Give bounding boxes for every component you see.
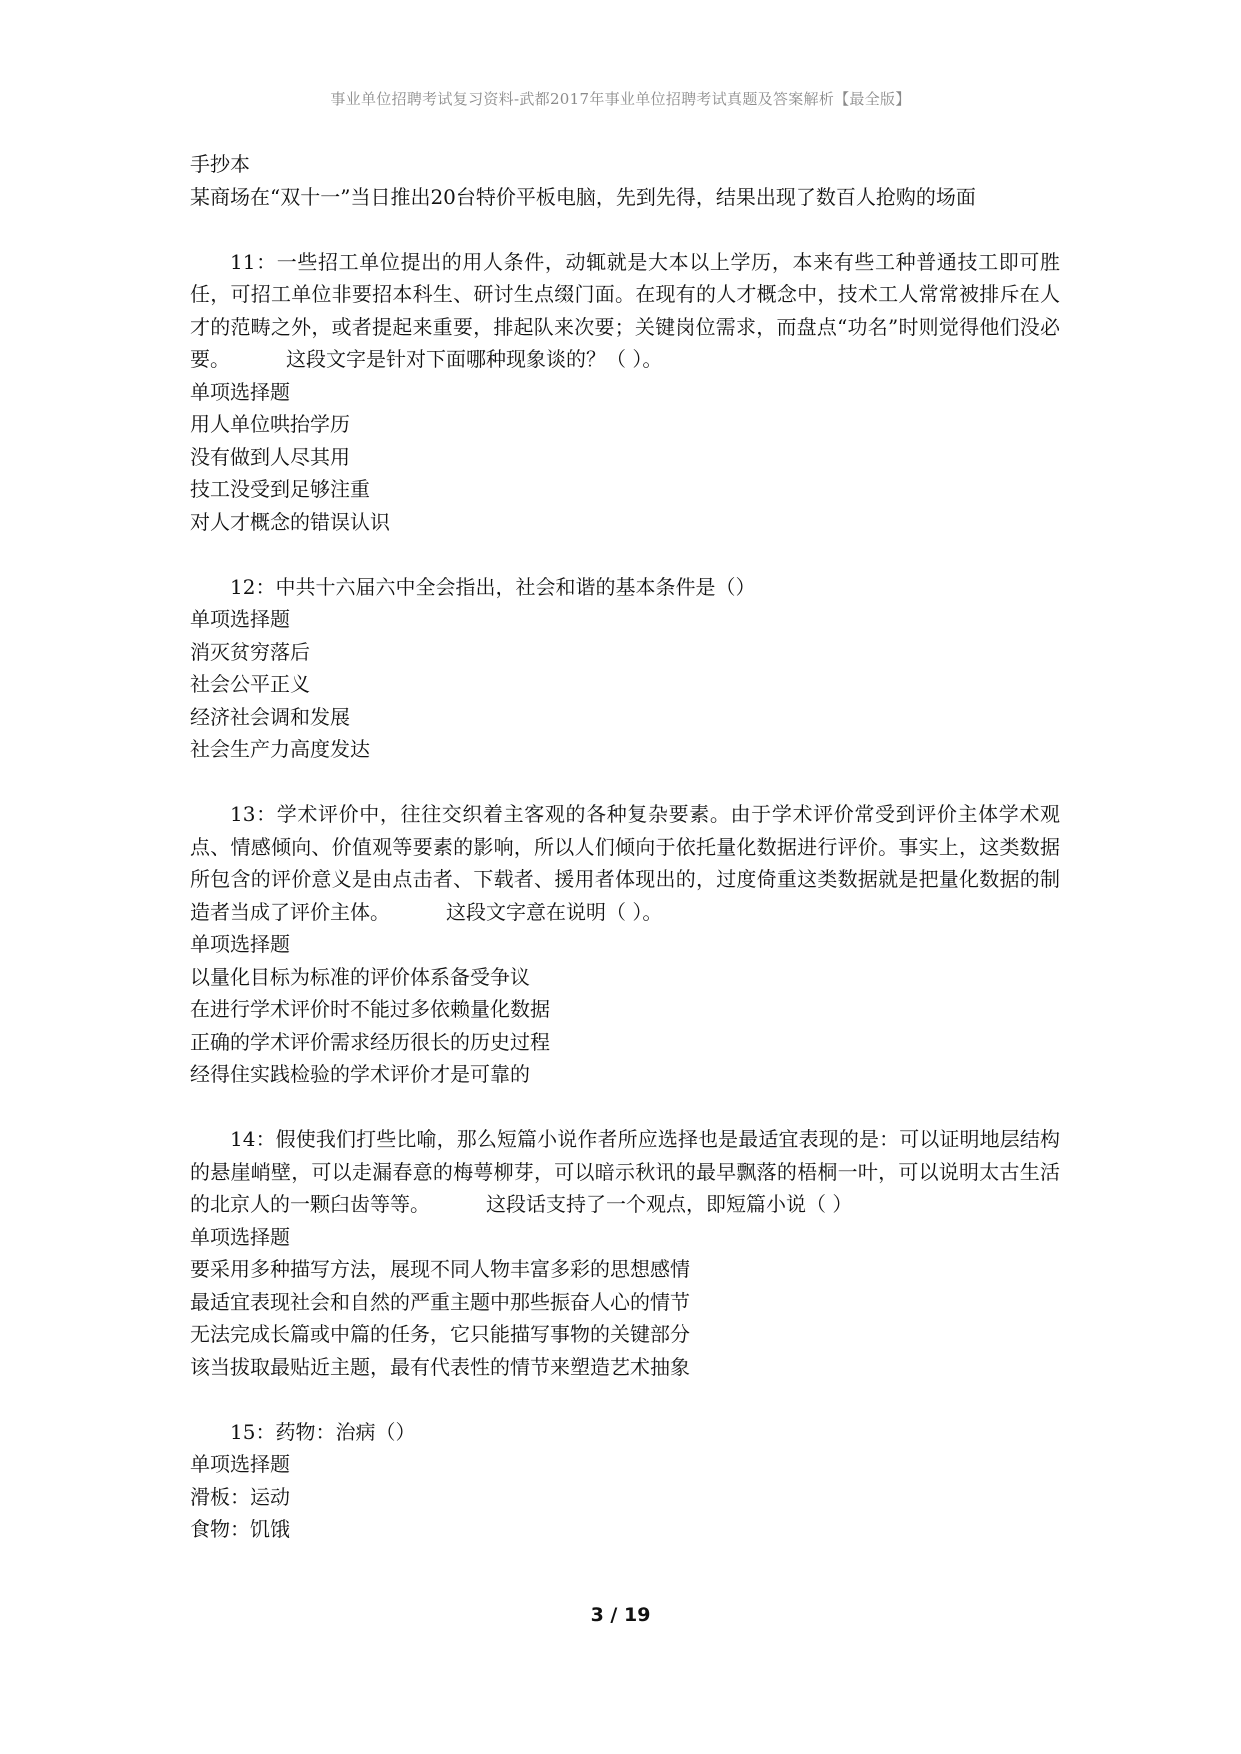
question-14 bbox=[190, 1123, 1060, 1383]
option-d[interactable]: 经得住实践检验的学术评价才是可靠的 bbox=[190, 1062, 530, 1086]
option-a[interactable]: 以量化目标为标准的评价体系备受争议 bbox=[190, 964, 530, 989]
option-a[interactable]: 用人单位哄抬学历 bbox=[190, 412, 350, 436]
carryover-text: 某商场在“双十一”当日推出20台特价平板电脑，先到先得，结果出现了数百人抢购的场面 bbox=[190, 184, 976, 209]
option-b[interactable]: 社会公平正义 bbox=[190, 672, 310, 696]
question-11 bbox=[190, 246, 1060, 539]
question-stem-text: 13：学术评价中，往往交织着主客观的各种复杂要素。由于学术评价常受到评价主体学术观点、情感倾向、价值观等要素的影响，所以人们倾向于依托量化数据进行评价。事实上，这类数据所包含的评价意义是由点击者、下载者、援用者体现出的，过度倚重这类数据就是把量化数据的制造者当成了评价主体。 bbox=[190, 802, 1060, 924]
option-c[interactable]: 经济社会调和发展 bbox=[190, 704, 350, 729]
question-stem: 15：药物：治病（） bbox=[230, 1419, 416, 1444]
option-a[interactable]: 滑板：运动 bbox=[190, 1484, 290, 1509]
option-d[interactable]: 该当拔取最贴近主题，最有代表性的情节来塑造艺术抽象 bbox=[190, 1354, 690, 1379]
option-d[interactable]: 社会生产力高度发达 bbox=[190, 737, 370, 761]
carryover-option: 手抄本 bbox=[190, 152, 250, 176]
question-type: 单项选择题 bbox=[190, 1224, 290, 1249]
question-12 bbox=[190, 571, 1060, 766]
option-c[interactable]: 正确的学术评价需求经历很长的历史过程 bbox=[190, 1029, 550, 1054]
question-prompt: 这段文字是针对下面哪种现象谈的？（ ）。 bbox=[286, 347, 663, 371]
question-stem: 12：中共十六届六中全会指出，社会和谐的基本条件是（） bbox=[230, 574, 756, 599]
question-stem-text: 11：一些招工单位提出的用人条件，动辄就是大本以上学历，本来有些工种普通技工即可胜任，可招工单位非要招本科生、研讨生点缀门面。在现有的人才概念中，技术工人常常被排斥在人才的范畴之外，或者提起来重要，排起队来次要；关键岗位需求，而盘点“功名”时则觉得他们没必要。 bbox=[190, 249, 1060, 371]
question-prompt: 这段文字意在说明（ ）。 bbox=[446, 899, 663, 924]
option-a[interactable]: 消灭贫穷落后 bbox=[190, 639, 310, 664]
question-15 bbox=[190, 1416, 1060, 1546]
running-header: 事业单位招聘考试复习资料-武都2017年事业单位招聘考试真题及答案解析【最全版】 bbox=[330, 90, 911, 108]
option-d[interactable]: 对人才概念的错误认识 bbox=[190, 509, 390, 534]
question-type: 单项选择题 bbox=[190, 379, 290, 404]
option-b[interactable]: 没有做到人尽其用 bbox=[190, 444, 350, 469]
document-body bbox=[190, 148, 1060, 1546]
option-b[interactable]: 在进行学术评价时不能过多依赖量化数据 bbox=[190, 997, 550, 1021]
question-prompt: 这段话支持了一个观点，即短篇小说（ ） bbox=[486, 1192, 853, 1216]
question-type: 单项选择题 bbox=[190, 607, 290, 631]
question-type: 单项选择题 bbox=[190, 932, 290, 956]
option-a[interactable]: 要采用多种描写方法，展现不同人物丰富多彩的思想感情 bbox=[190, 1257, 690, 1281]
question-stem bbox=[190, 246, 1060, 376]
question-stem-text: 14：假使我们打些比喻，那么短篇小说作者所应选择也是最适宜表现的是：可以证明地层结构的悬崖峭壁，可以走漏春意的梅萼柳芽，可以暗示秋讯的最早飘落的梧桐一叶，可以说明太古生活的北京人的一颗臼齿等等。 bbox=[190, 1127, 1060, 1216]
question-type: 单项选择题 bbox=[190, 1452, 290, 1476]
option-c[interactable]: 无法完成长篇或中篇的任务，它只能描写事物的关键部分 bbox=[190, 1322, 690, 1346]
question-stem bbox=[190, 798, 1060, 928]
option-c[interactable]: 技工没受到足够注重 bbox=[190, 477, 370, 501]
question-stem bbox=[190, 1123, 1060, 1221]
question-13 bbox=[190, 798, 1060, 1091]
option-b[interactable]: 食物：饥饿 bbox=[190, 1517, 290, 1541]
option-b[interactable]: 最适宜表现社会和自然的严重主题中那些振奋人心的情节 bbox=[190, 1289, 690, 1314]
page-number: 3 / 19 bbox=[590, 1604, 651, 1626]
